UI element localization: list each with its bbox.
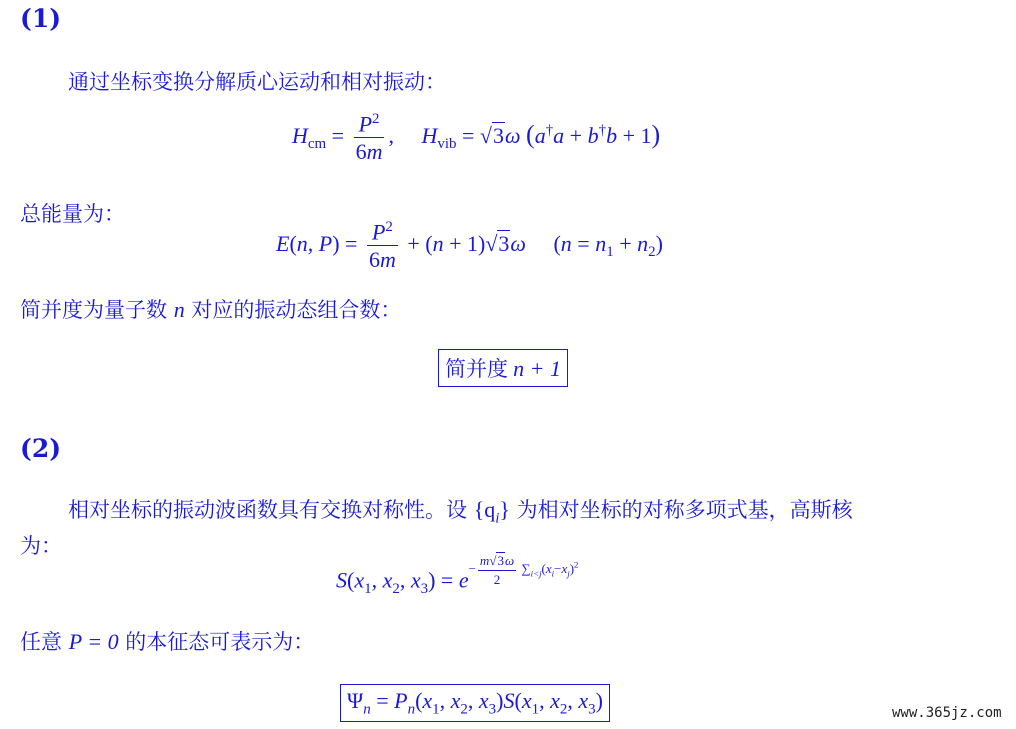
boxed-expr: n + 1 [513,356,561,381]
eigen-text-a: 任意 [20,630,62,654]
degeneracy-text-a: 简并度为量子数 [20,298,167,322]
part2-intro-line1 [68,494,853,527]
degeneracy-sentence [20,294,401,324]
boxed-label: 简并度 [445,357,508,381]
degeneracy-var: n [173,297,185,322]
eigen-condition: P = 0 [68,629,119,654]
watermark: www.365jz.com [892,705,1002,721]
eigenstate-boxed-result: $\Psi_n = P_n(x_1$, $x_2$, $x_3)S(x_1$, $x_2$, $x_3$) [340,684,610,722]
part1-heading: (1) [20,4,62,33]
degeneracy-text-b: 对应的振动态组合数： [191,298,402,322]
hamiltonian-equation: $H_{cm}$ = $\frac{P^2}{6m}$ , $H_{vib} = √3\omega$ (a†a + b†b + 1) [292,111,661,165]
basis-set: $\{q_i\}$ [473,497,510,527]
part2-intro-line2: 为： [20,534,62,558]
energy-label: 总能量为： [20,202,125,226]
part1-intro: 通过坐标变换分解质心运动和相对振动： [68,70,446,94]
energy-equation: E(n, P) = $\frac{P^2}{6m}$ + (n + 1)√3ω $(n = n_1 + n_2)$ [276,219,663,273]
gaussian-kernel-equation: $S(x_1$, $x_2$, $x_3) = e^{- \frac{m√3\omega}{2} \sum_{i<j}(x_i-x_j)^2}$ [336,553,579,597]
eigenstate-sentence [20,626,314,656]
eigen-text-b: 的本征态可表示为： [125,630,315,654]
part2-intro-a: 相对坐标的振动波函数具有交换对称性。设 [68,498,467,522]
degeneracy-boxed-result [438,349,568,387]
part2-intro-b: 为相对坐标的对称多项式基，高斯核 [516,498,853,522]
part2-heading: (2) [20,434,62,463]
